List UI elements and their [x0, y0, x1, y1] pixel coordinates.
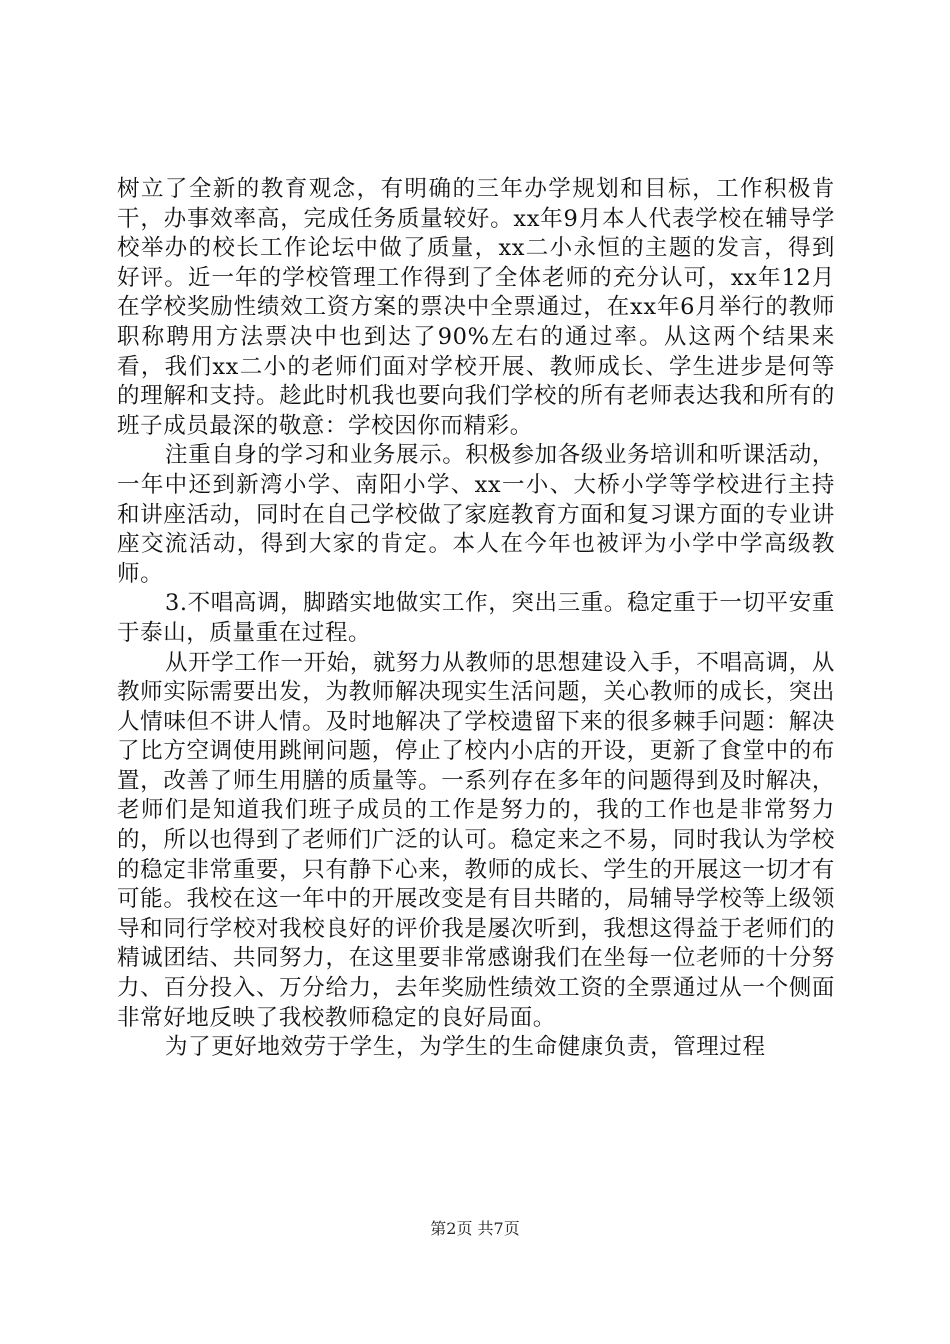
paragraph-2: 注重自身的学习和业务展示。积极参加各级业务培训和听课活动，一年中还到新湾小学、南阳小学、xx一小、大桥小学等学校进行主持和讲座活动，同时在自己学校做了家庭教育方面和复习课方面的专业讲座交流活动，得到大家的肯定。本人在今年也被评为小学中学高级教师。 [117, 442, 835, 587]
document-body [117, 175, 835, 1063]
page-number-footer: 第2页 共7页 [430, 1219, 520, 1238]
paragraph-1: 树立了全新的教育观念，有明确的三年办学规划和目标，工作积极肯干，办事效率高，完成任务质量较好。xx年9月本人代表学校在辅导学校举办的校长工作论坛中做了质量，xx二小永恒的主题的发言，得到好评。近一年的学校管理工作得到了全体老师的充分认可，xx年12月在学校奖励性绩效工资方案的票决中全票通过，在xx年6月举行的教师职称聘用方法票决中也到达了90%左右的通过率。从这两个结果来看，我们xx二小的老师们面对学校开展、教师成长、学生进步是何等的理解和支持。趁此时机我也要向我们学校的所有老师表达我和所有的班子成员最深的敬意：学校因你而精彩。 [117, 176, 835, 439]
paragraph-5: 为了更好地效劳于学生，为学生的生命健康负责，管理过程 [165, 1034, 766, 1061]
paragraph-3: 3.不唱高调，脚踏实地做实工作，突出三重。稳定重于一切平安重于泰山，质量重在过程。 [117, 590, 835, 646]
paragraph-4: 从开学工作一开始，就努力从教师的思想建设入手，不唱高调，从教师实际需要出发，为教师解决现实生活问题，关心教师的成长，突出人情味但不讲人情。及时地解决了学校遗留下来的很多棘手问题：解决了比方空调使用跳闸问题，停止了校内小店的开设，更新了食堂中的布置，改善了师生用膳的质量等。一系列存在多年的问题得到及时解决，老师们是知道我们班子成员的工作是努力的，我的工作也是非常努力的，所以也得到了老师们广泛的认可。稳定来之不易，同时我认为学校的稳定非常重要，只有静下心来，教师的成长、学生的开展这一切才有可能。我校在这一年中的开展改变是有目共睹的，局辅导学校等上级领导和同行学校对我校良好的评价我是屡次听到，我想这得益于老师们的精诚团结、共同努力，在这里要非常感谢我们在坐每一位老师的十分努力、百分投入、万分给力，去年奖励性绩效工资的全票通过从一个侧面非常好地反映了我校教师稳定的良好局面。 [117, 649, 835, 1031]
